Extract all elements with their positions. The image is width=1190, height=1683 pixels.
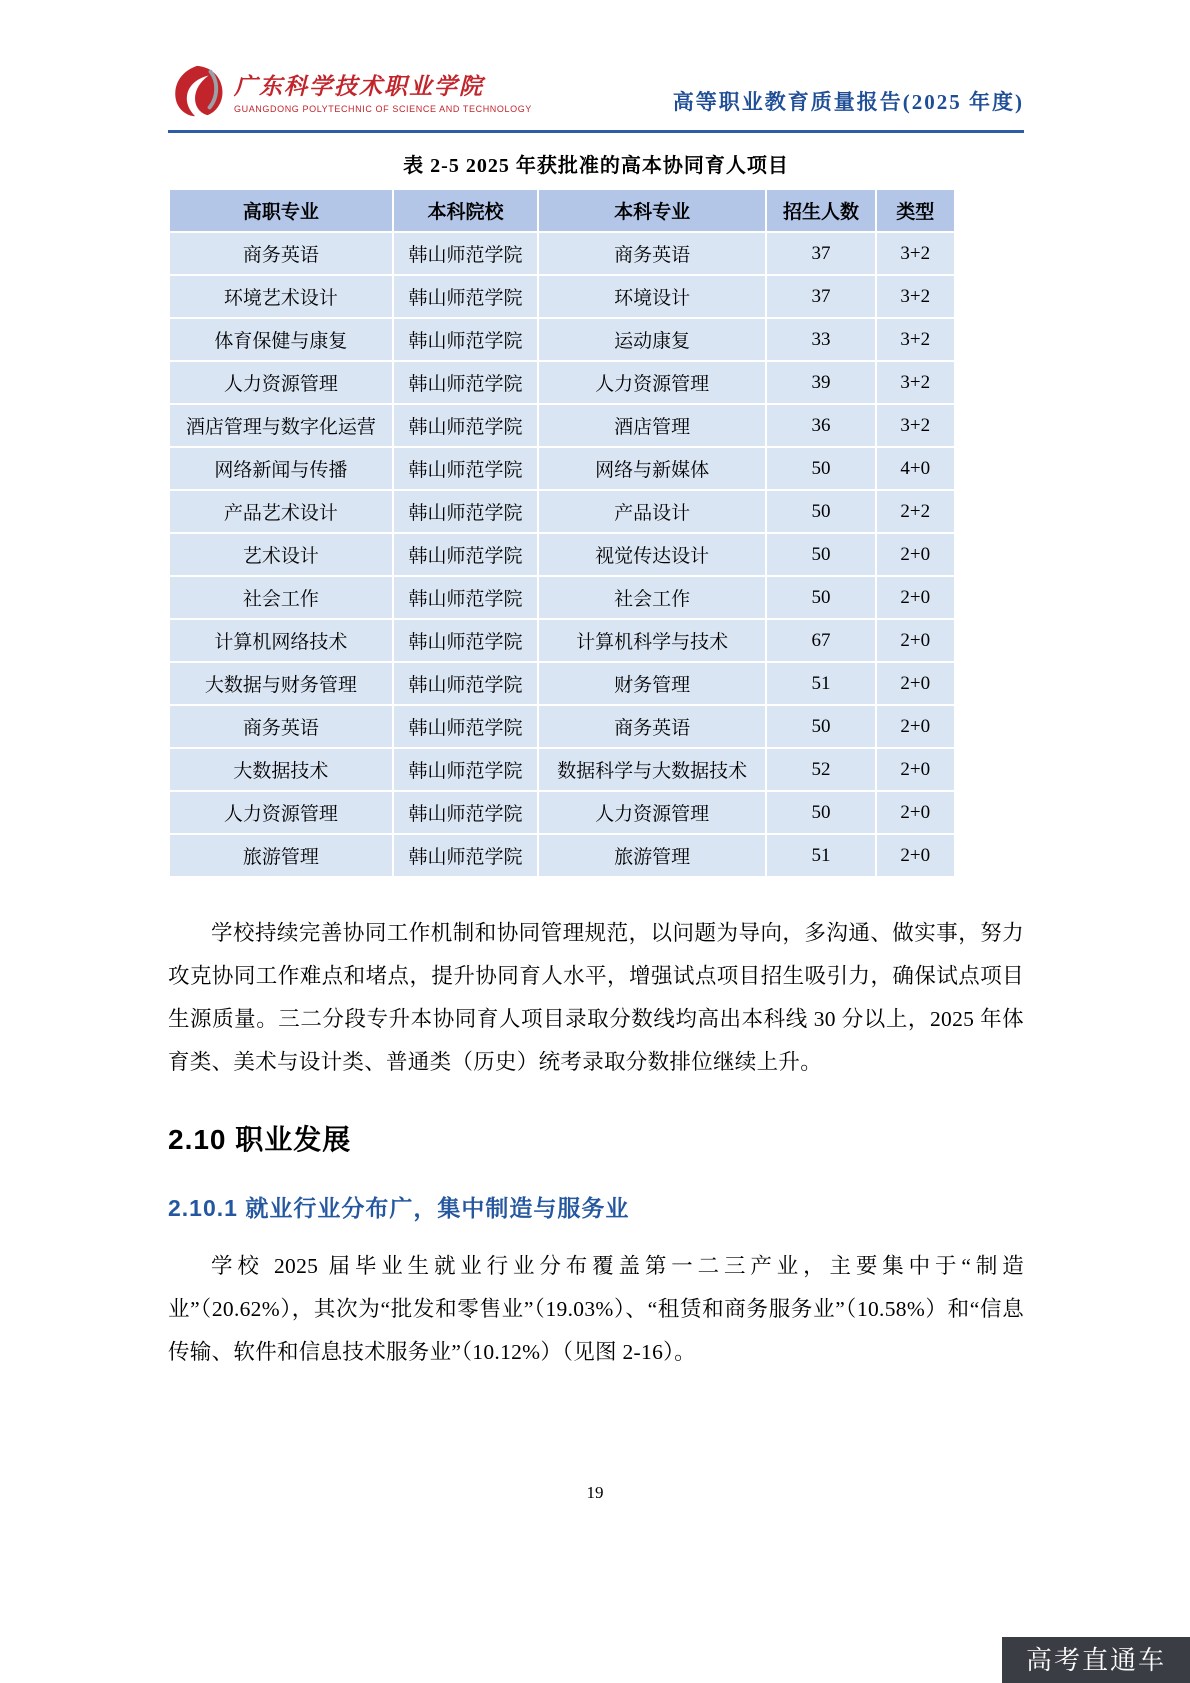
table-cell: 韩山师范学院	[393, 232, 538, 275]
table-cell: 韩山师范学院	[393, 404, 538, 447]
table-row	[169, 619, 955, 662]
table-row	[169, 791, 955, 834]
table-cell: 33	[766, 318, 876, 361]
table-cell: 旅游管理	[538, 834, 766, 877]
table-cell: 韩山师范学院	[393, 748, 538, 791]
table-cell: 韩山师范学院	[393, 447, 538, 490]
table-cell: 运动康复	[538, 318, 766, 361]
table-cell: 3+2	[876, 275, 955, 318]
watermark-badge: 高考直通车	[1002, 1637, 1190, 1683]
table-cell: 数据科学与大数据技术	[538, 748, 766, 791]
table-cell: 50	[766, 576, 876, 619]
table-row	[169, 447, 955, 490]
table-cell: 52	[766, 748, 876, 791]
table-cell: 产品艺术设计	[169, 490, 393, 533]
table-cell: 3+2	[876, 404, 955, 447]
table-cell: 50	[766, 791, 876, 834]
table-row	[169, 533, 955, 576]
paragraph-employment-distribution: 学校 2025 届毕业生就业行业分布覆盖第一二三产业，主要集中于“制造业”（20.62%），其次为“批发和零售业”（19.03%）、“租赁和商务服务业”（10.58%）和“信息传输、软件和信息技术服务业”（10.12%）（见图 2-16）。	[168, 1254, 1024, 1364]
table-cell: 韩山师范学院	[393, 490, 538, 533]
table-cell: 体育保健与康复	[169, 318, 393, 361]
table-cell: 韩山师范学院	[393, 361, 538, 404]
table-cell: 韩山师范学院	[393, 834, 538, 877]
table-cell: 大数据技术	[169, 748, 393, 791]
table-cell: 环境艺术设计	[169, 275, 393, 318]
table-cell: 计算机科学与技术	[538, 619, 766, 662]
table-caption: 表 2-5 2025 年获批准的高本协同育人项目	[403, 155, 789, 177]
table-header-row	[169, 189, 955, 232]
table-cell: 2+2	[876, 490, 955, 533]
table-cell: 韩山师范学院	[393, 662, 538, 705]
table-row	[169, 748, 955, 791]
table-cell: 2+0	[876, 619, 955, 662]
school-name-english: GUANGDONG POLYTECHNIC OF SCIENCE AND TECHNOLOGY	[234, 104, 532, 114]
table-row	[169, 361, 955, 404]
table-cell: 39	[766, 361, 876, 404]
table-cell: 商务英语	[169, 705, 393, 748]
table-cell: 网络新闻与传播	[169, 447, 393, 490]
table-cell: 4+0	[876, 447, 955, 490]
table-head	[169, 189, 955, 232]
table-cell: 2+0	[876, 705, 955, 748]
paragraph-cooperation-summary: 学校持续完善协同工作机制和协同管理规范，以问题为导向，多沟通、做实事，努力攻克协同工作难点和堵点，提升协同育人水平，增强试点项目招生吸引力，确保试点项目生源质量。三二分段专升本协同育人项目录取分数线均高出本科线 30 分以上，2025 年体育类、美术与设计类、普通类（历史）统考录取分数排位继续上升。	[168, 921, 1024, 1074]
table-cell: 旅游管理	[169, 834, 393, 877]
column-header-college: 本科院校	[393, 189, 538, 232]
table-body	[169, 232, 955, 877]
table-cell: 3+2	[876, 232, 955, 275]
table-cell: 67	[766, 619, 876, 662]
page-content	[168, 62, 1024, 1374]
table-row	[169, 318, 955, 361]
table-cell: 环境设计	[538, 275, 766, 318]
school-name: 广东科学技术职业学院	[234, 74, 484, 99]
table-cell: 社会工作	[169, 576, 393, 619]
column-header-major: 高职专业	[169, 189, 393, 232]
table-cell: 50	[766, 490, 876, 533]
cooperation-projects-table	[168, 188, 956, 878]
table-cell: 社会工作	[538, 576, 766, 619]
table-row	[169, 662, 955, 705]
table-cell: 大数据与财务管理	[169, 662, 393, 705]
report-title: 高等职业教育质量报告(2025 年度)	[672, 90, 1024, 114]
table-cell: 2+0	[876, 533, 955, 576]
table-cell: 视觉传达设计	[538, 533, 766, 576]
table-row	[169, 576, 955, 619]
table-cell: 韩山师范学院	[393, 533, 538, 576]
table-cell: 商务英语	[538, 232, 766, 275]
table-cell: 51	[766, 834, 876, 877]
table-row	[169, 275, 955, 318]
table-cell: 51	[766, 662, 876, 705]
table-cell: 人力资源管理	[538, 791, 766, 834]
table-row	[169, 490, 955, 533]
table-cell: 3+2	[876, 361, 955, 404]
table-row	[169, 404, 955, 447]
table-row	[169, 705, 955, 748]
table-cell: 36	[766, 404, 876, 447]
table-cell: 人力资源管理	[169, 361, 393, 404]
table-cell: 2+0	[876, 748, 955, 791]
table-cell: 酒店管理	[538, 404, 766, 447]
table-cell: 37	[766, 232, 876, 275]
column-header-undergrad-major: 本科专业	[538, 189, 766, 232]
page-number: 19	[586, 1483, 604, 1502]
table-cell: 酒店管理与数字化运营	[169, 404, 393, 447]
table-row	[169, 834, 955, 877]
school-logo-text	[234, 68, 532, 114]
table-cell: 艺术设计	[169, 533, 393, 576]
table-cell: 50	[766, 533, 876, 576]
table-cell: 2+0	[876, 662, 955, 705]
page-header	[168, 62, 1024, 133]
table-cell: 产品设计	[538, 490, 766, 533]
table-cell: 人力资源管理	[169, 791, 393, 834]
table-cell: 计算机网络技术	[169, 619, 393, 662]
table-cell: 网络与新媒体	[538, 447, 766, 490]
table-cell: 50	[766, 447, 876, 490]
table-cell: 韩山师范学院	[393, 619, 538, 662]
table-cell: 人力资源管理	[538, 361, 766, 404]
table-cell: 2+0	[876, 791, 955, 834]
table-cell: 韩山师范学院	[393, 705, 538, 748]
table-row	[169, 232, 955, 275]
table-cell: 2+0	[876, 576, 955, 619]
table-cell: 37	[766, 275, 876, 318]
table-cell: 韩山师范学院	[393, 576, 538, 619]
table-cell: 财务管理	[538, 662, 766, 705]
table-cell: 韩山师范学院	[393, 791, 538, 834]
column-header-enrollment: 招生人数	[766, 189, 876, 232]
table-cell: 商务英语	[538, 705, 766, 748]
school-logo	[168, 62, 532, 120]
table-cell: 商务英语	[169, 232, 393, 275]
column-header-type: 类型	[876, 189, 955, 232]
table-cell: 2+0	[876, 834, 955, 877]
table-cell: 50	[766, 705, 876, 748]
table-cell: 韩山师范学院	[393, 318, 538, 361]
table-cell: 韩山师范学院	[393, 275, 538, 318]
table-cell: 3+2	[876, 318, 955, 361]
section-title-career-development: 2.10 职业发展	[168, 1124, 352, 1155]
school-logo-icon	[168, 62, 226, 120]
subsection-title-employment-industry: 2.10.1 就业行业分布广，集中制造与服务业	[168, 1195, 630, 1221]
